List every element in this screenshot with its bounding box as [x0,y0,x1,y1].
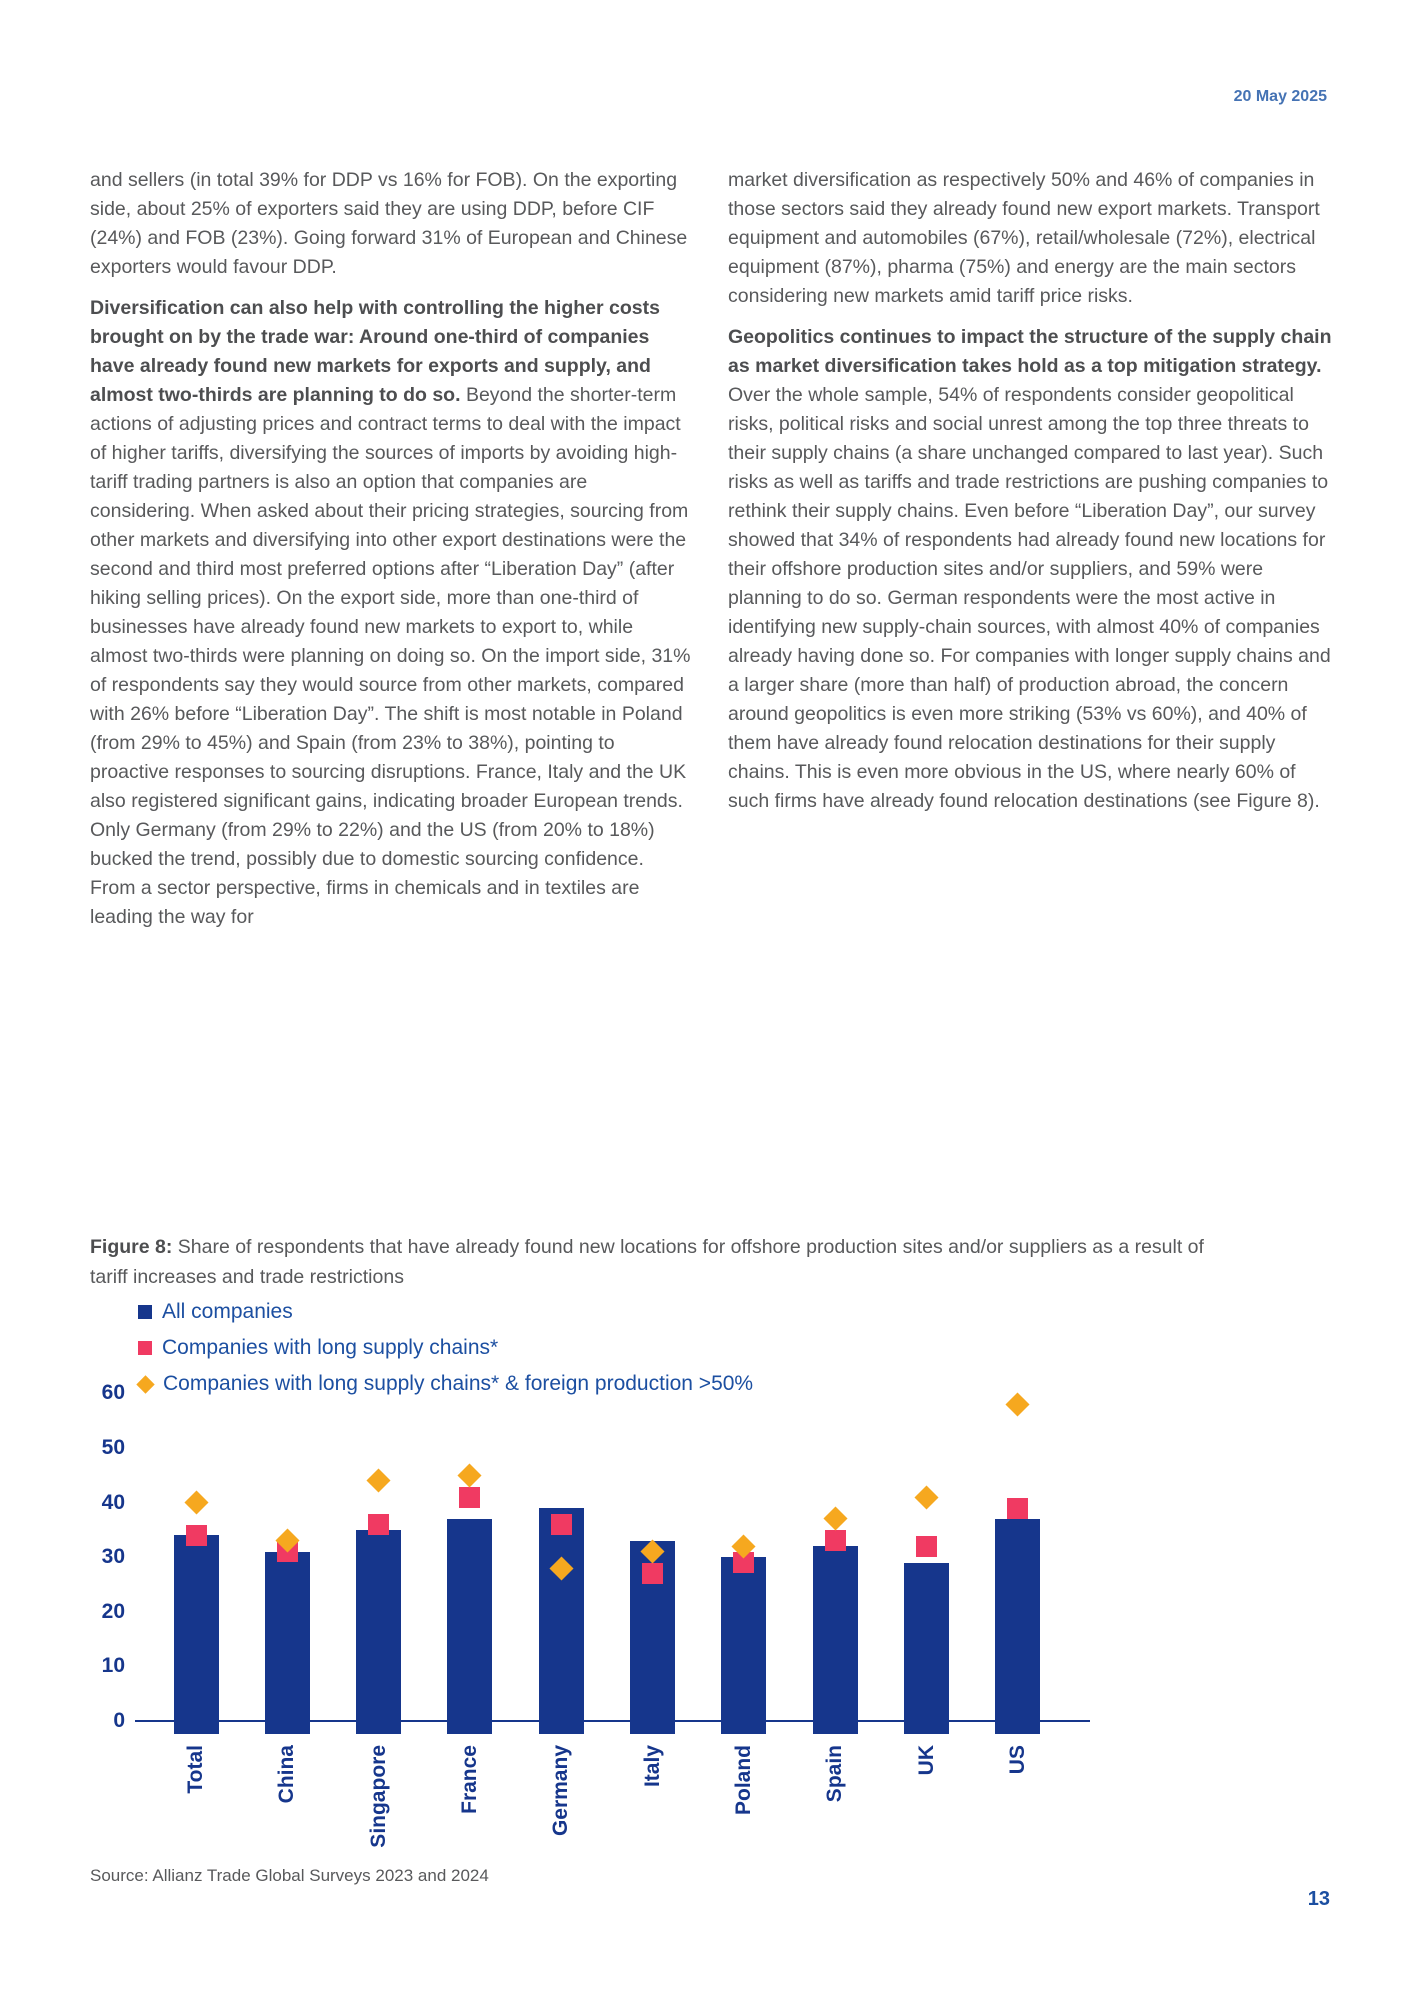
left-column [90,166,692,944]
diamond-marker-uk [915,1485,939,1509]
square-swatch-icon [138,1341,152,1355]
bar-poland [721,1557,766,1734]
page-date: 20 May 2025 [1233,88,1327,105]
y-axis-tick-label: 30 [101,1545,125,1569]
x-axis-label-spain: Spain [823,1745,847,1803]
square-marker-total [186,1525,207,1546]
x-axis-label-germany: Germany [549,1745,573,1837]
body-text: Over the whole sample, 54% of respondents consider geopolitical risks, political risks and social unrest among the top three threats to their supply chains (a share unchanged compared to last year). Such risks as well as tariffs and trade restrictions are pushing companies to rethink their supply chains. Even before “Liberation Day”, our survey showed that 34% of respondents had already found new locations for their offshore production sites and/or suppliers, and 59% were planning to do so. German respondents were the most active in identifying new supply-chain sources, with almost 40% of companies already having done so. For companies with longer supply chains and a larger share (more than half) of production abroad, the concern around geopolitics is even more striking (53% vs 60%), and 40% of them have already found relocation destinations for their supply chains. This is even more obvious in the US, where nearly 60% of such firms have already found relocation destinations (see Figure 8). [728,384,1331,812]
body-text: and sellers (in total 39% for DDP vs 16% for FOB). On the exporting side, about 25% of exporters said they are using DDP, before CIF (24%) and FOB (23%). Going forward 31% of European and Chinese exporters would favour DDP. [90,169,688,278]
figure-caption-text: Share of respondents that have already found new locations for offshore production sites and/or suppliers as a result of tariff increases and trade restrictions [90,1236,1204,1288]
legend-label: All companies [162,1300,293,1323]
x-axis-label-uk: UK [914,1745,938,1776]
square-marker-france [459,1487,480,1508]
bar-spain [813,1546,858,1734]
y-axis-tick-label: 10 [101,1654,125,1678]
square-marker-germany [551,1514,572,1535]
x-axis-label-singapore: Singapore [366,1745,390,1848]
figure-caption [90,1232,1240,1292]
x-axis-label-italy: Italy [640,1745,664,1788]
paragraph [90,294,692,932]
right-column [728,166,1332,828]
square-marker-singapore [368,1514,389,1535]
page-number: 13 [1307,1888,1330,1910]
diamond-marker-total [184,1491,208,1515]
paragraph [728,323,1332,816]
legend-label: Companies with long supply chains* [162,1336,499,1359]
x-axis-label-total: Total [184,1745,207,1794]
figure-source: Source: Allianz Trade Global Surveys 2023 and 2024 [90,1866,489,1885]
bar-total [174,1535,219,1734]
y-axis-tick-label: 50 [101,1436,125,1459]
figure8-bar-chart [75,1380,1105,1920]
figure-caption-label: Figure 8: [90,1236,173,1258]
x-axis-label-china: China [275,1745,299,1804]
square-marker-italy [642,1563,663,1584]
x-axis-label-us: US [1005,1745,1029,1775]
legend-item [138,1294,753,1330]
x-axis-label-france: France [457,1745,481,1814]
square-marker-uk [916,1536,937,1557]
y-axis-tick-label: 0 [113,1709,125,1732]
bar-france [447,1519,492,1734]
paragraph [90,166,692,282]
x-axis-line [135,1720,1090,1722]
diamond-marker-spain [823,1507,847,1531]
body-text: market diversification as respectively 50% and 46% of companies in those sectors said they already found new export markets. Transport equipment and automobiles (67%), retail/wholesale (72%), electrical equipment (87%), pharma (75%) and energy are the main sectors considering new markets amid tariff price risks. [728,169,1320,307]
bold-lead-text: Geopolitics continues to impact the structure of the supply chain as market diversification takes hold as a top mitigation strategy. [728,326,1332,377]
legend-label: Companies with long supply chains* & foreign production >50% [163,1372,754,1395]
paragraph [728,166,1332,311]
square-swatch-icon [138,1305,152,1319]
bar-us [995,1519,1040,1734]
diamond-marker-us [1006,1392,1030,1416]
legend-item [138,1330,753,1366]
bar-germany [539,1508,584,1734]
diamond-marker-france [458,1463,482,1487]
bold-lead-text: Diversification can also help with controlling the higher costs brought on by the trade war: Around one-third of companies have already found new markets for exports and supply, and almost two-thirds are planning to do so. [90,297,660,406]
y-axis-tick-label: 40 [101,1490,125,1514]
bar-china [265,1552,310,1734]
body-text: Beyond the shorter-term actions of adjusting prices and contract terms to deal with the impact of higher tariffs, diversifying the sources of imports by avoiding high-tariff trading partners is also an option that companies are considering. When asked about their pricing strategies, sourcing from other markets and diversifying into other export destinations were the second and third most preferred options after “Liberation Day” (after hiking selling prices). On the export side, more than one-third of businesses have already found new markets to export to, while almost two-thirds were planning on doing so. On the import side, 31% of respondents say they would source from other markets, compared with 26% before “Liberation Day”. The shift is most notable in Poland (from 29% to 45%) and Spain (from 23% to 38%), pointing to proactive responses to sourcing disruptions. France, Italy and the UK also registered significant gains, indicating broader European trends. Only Germany (from 29% to 22%) and the US (from 20% to 18%) bucked the trend, possibly due to domestic sourcing confidence. From a sector perspective, firms in chemicals and in textiles are leading the way for [90,384,691,928]
y-axis-tick-label: 20 [101,1599,125,1623]
bar-uk [904,1563,949,1734]
y-axis-tick-label: 60 [101,1381,125,1405]
x-axis-label-poland: Poland [731,1745,755,1816]
square-marker-us [1007,1498,1028,1519]
square-marker-spain [825,1530,846,1551]
diamond-marker-singapore [367,1469,391,1493]
bar-singapore [356,1530,401,1734]
